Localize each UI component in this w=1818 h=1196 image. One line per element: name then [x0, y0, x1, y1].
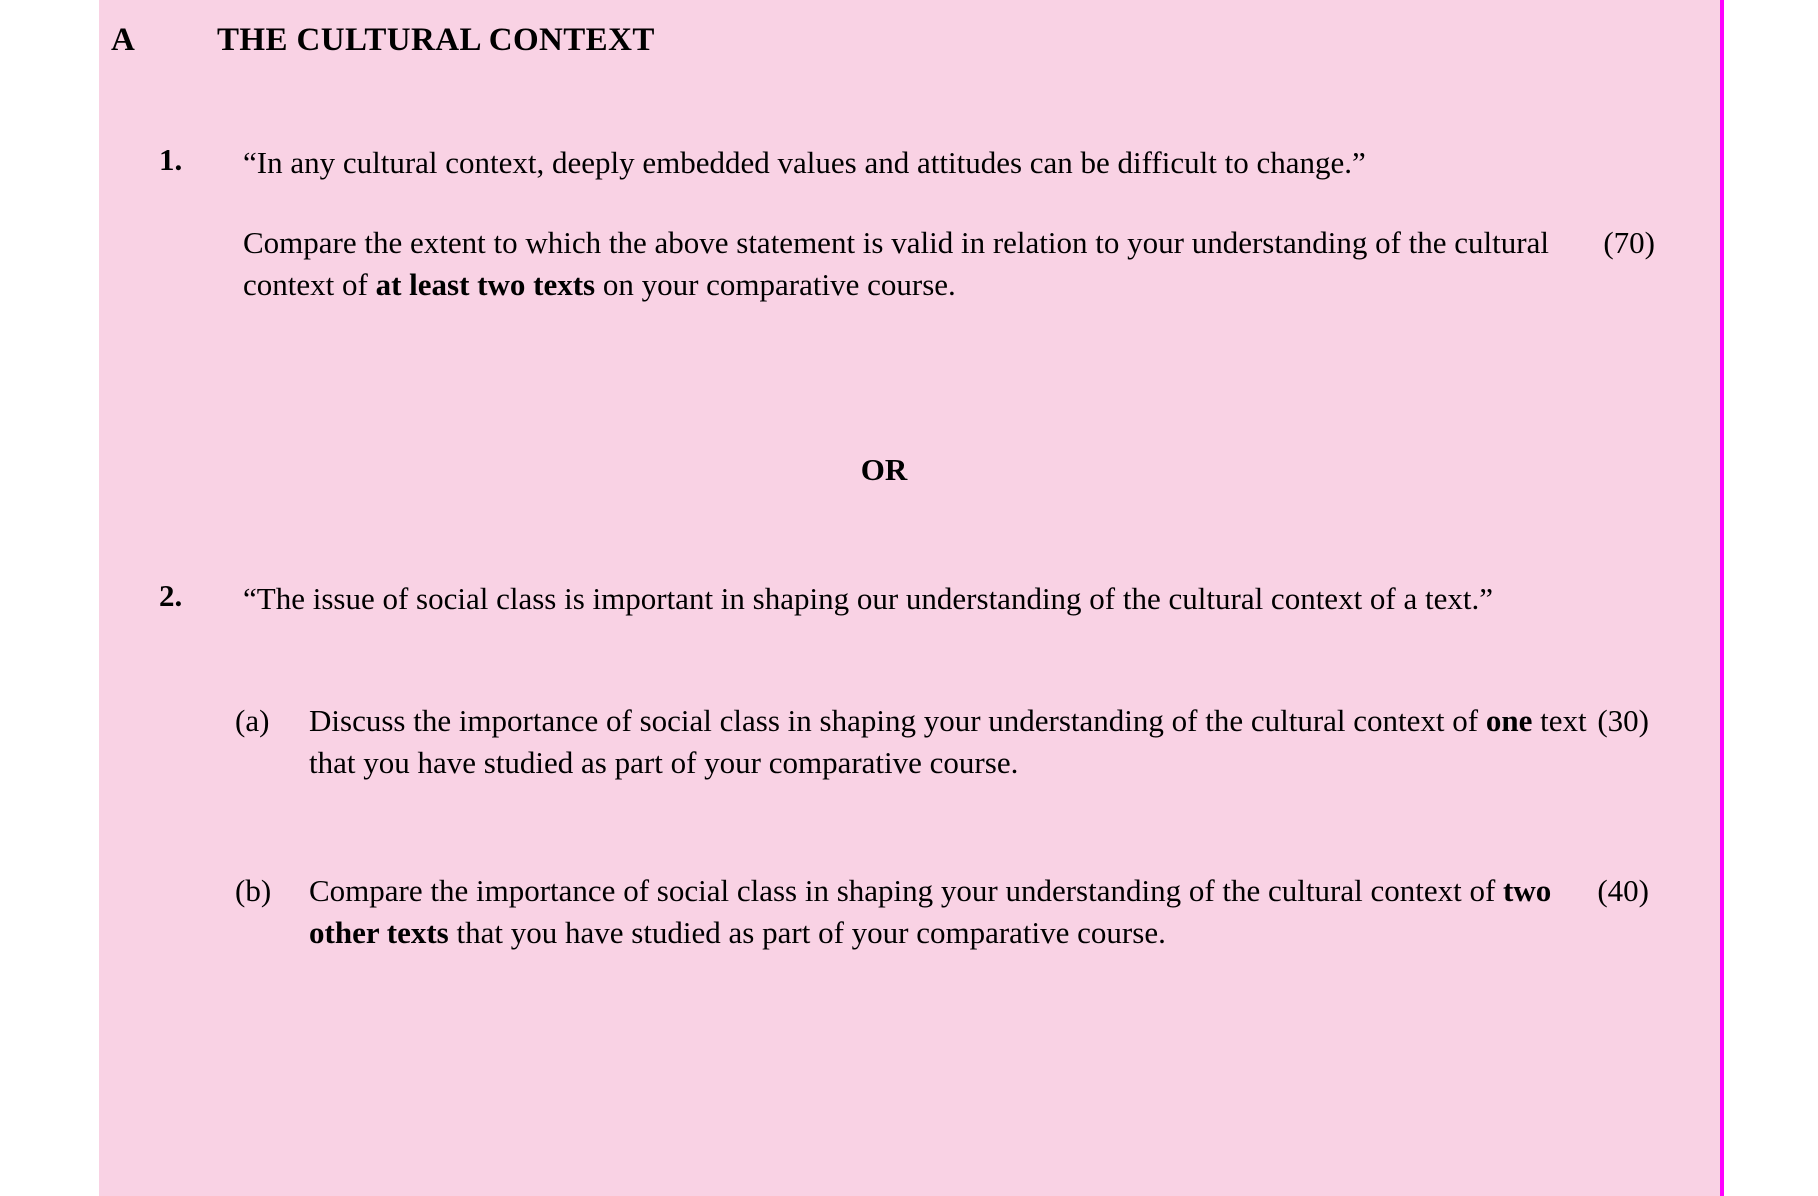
question-2-part-b-text-part2: that you have studied as part of your comparative course.: [448, 915, 1166, 950]
question-2-part-b-text: [309, 870, 1649, 954]
question-1-marks: (70): [1603, 225, 1655, 260]
right-margin-rule: [1720, 0, 1724, 1196]
section-heading: [111, 22, 655, 59]
question-1-task: [243, 222, 1655, 306]
question-2-part-b-emphasis: two other texts: [309, 873, 1552, 950]
question-2-part-b: [235, 870, 1655, 954]
question-2-part-b-text-part1: Compare the importance of social class in shaping your understanding of the cultural context of: [309, 873, 1504, 908]
page-right-margin: [1724, 0, 1818, 1196]
question-1-number: 1.: [159, 142, 183, 177]
section-title: THE CULTURAL CONTEXT: [217, 22, 655, 58]
question-2-part-b-label: (b): [235, 873, 272, 908]
question-1-body: [243, 142, 1655, 306]
question-1-quote: “In any cultural context, deeply embedded values and attitudes can be difficult to change.”: [243, 145, 1366, 180]
page-left-margin: [0, 0, 96, 1196]
question-2-part-a-label: (a): [235, 703, 270, 738]
question-2-number: 2.: [159, 578, 183, 613]
question-1-task-part1: Compare the extent to which the above statement is valid in relation to your understanding of the cultural context of: [243, 225, 1549, 302]
question-2-part-a-text-part1: Discuss the importance of social class in shaping your understanding of the cultural context of: [309, 703, 1486, 738]
question-1: [159, 142, 1659, 306]
question-2-part-a: [235, 700, 1655, 784]
question-1-task-emphasis: at least two texts: [375, 267, 596, 302]
question-2-part-a-emphasis: one: [1485, 703, 1533, 738]
question-2-part-a-text: [309, 700, 1649, 784]
question-2-part-b-marks: (40): [1597, 873, 1649, 908]
page-content: [99, 0, 1720, 1196]
question-1-task-part2: on your comparative course.: [595, 267, 956, 302]
question-2-part-a-marks: (30): [1597, 703, 1649, 738]
or-divider: OR: [860, 452, 908, 487]
question-2: [159, 578, 1659, 620]
question-2-body: [243, 578, 1655, 620]
question-2-quote: “The issue of social class is important in shaping our understanding of the cultural context of a text.”: [243, 581, 1494, 616]
section-letter: A: [111, 22, 135, 58]
question-2-part-a-text-part2: text that you have studied as part of your comparative course.: [309, 703, 1587, 780]
